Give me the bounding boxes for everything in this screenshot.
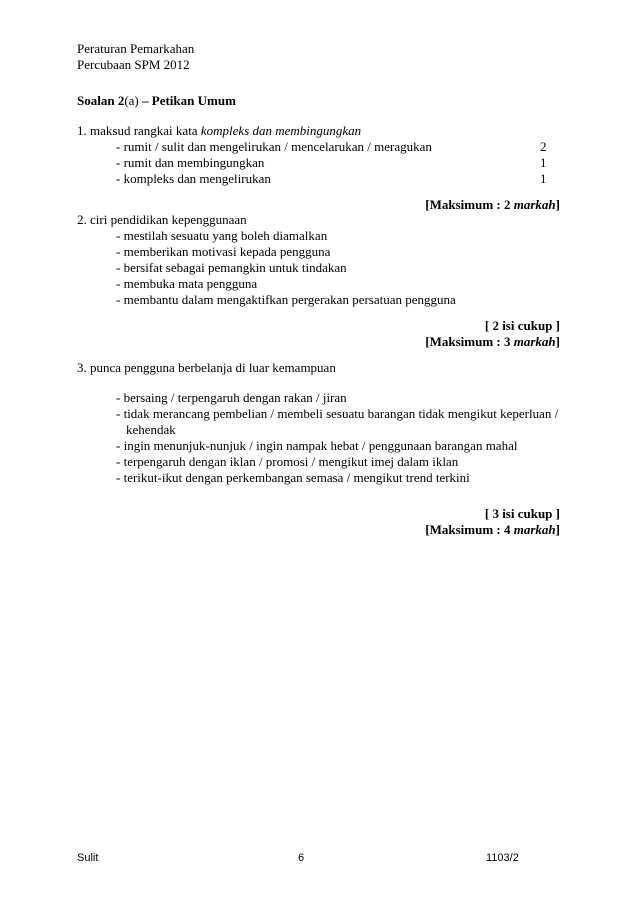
q3-item: - terikut-ikut dengan perkembangan semasa / mengikut trend terkini (116, 470, 470, 485)
q1-item: - rumit / sulit dan mengelirukan / mencelarukan / meragukan (116, 139, 432, 154)
q1-maximum: [Maksimum : 2 markah] (425, 197, 560, 212)
question-1-lead: 1. maksud rangkai kata kompleks dan membingungkan (77, 123, 362, 138)
q3-enough: [ 3 isi cukup ] (484, 506, 560, 521)
footer-page-number: 6 (298, 852, 305, 864)
header-line-1: Peraturan Pemarkahan (77, 41, 195, 56)
q1-item: - rumit dan membingungkan (116, 155, 265, 170)
q2-item: - bersifat sebagai pemangkin untuk tindakan (116, 260, 347, 275)
q3-item: - bersaing / terpengaruh dengan rakan / jiran (116, 390, 347, 405)
q2-maximum: [Maksimum : 3 markah] (425, 334, 560, 349)
question-2-lead: 2. ciri pendidikan kepenggunaan (77, 212, 247, 227)
q2-enough: [ 2 isi cukup ] (484, 318, 560, 333)
q3-maximum: [Maksimum : 4 markah] (425, 522, 560, 537)
q2-item: - membuka mata pengguna (116, 276, 258, 291)
footer-left: Sulit (77, 852, 99, 864)
q3-item-continuation: kehendak (126, 422, 176, 437)
q1-item: - kompleks dan mengelirukan (116, 171, 271, 186)
question-3-lead: 3. punca pengguna berbelanja di luar kemampuan (77, 360, 336, 375)
q3-item: - tidak merancang pembelian / membeli sesuatu barangan tidak mengikut keperluan / (116, 406, 559, 421)
q1-item-mark: 1 (540, 171, 547, 186)
q3-item: - terpengaruh dengan iklan / promosi / mengikut imej dalam iklan (116, 454, 459, 469)
q1-item-mark: 2 (540, 139, 547, 154)
q3-item: - ingin menunjuk-nunjuk / ingin nampak hebat / penggunaan barangan mahal (116, 438, 518, 453)
q1-item-mark: 1 (540, 155, 547, 170)
q2-item: - memberikan motivasi kepada pengguna (116, 244, 331, 259)
q2-item: - mestilah sesuatu yang boleh diamalkan (116, 228, 328, 243)
section-title: Soalan 2(a) – Petikan Umum (77, 93, 236, 108)
q2-item: - membantu dalam mengaktifkan pergerakan persatuan pengguna (116, 292, 456, 307)
footer-right: 1103/2 (486, 852, 519, 864)
header-line-2: Percubaan SPM 2012 (77, 57, 190, 72)
